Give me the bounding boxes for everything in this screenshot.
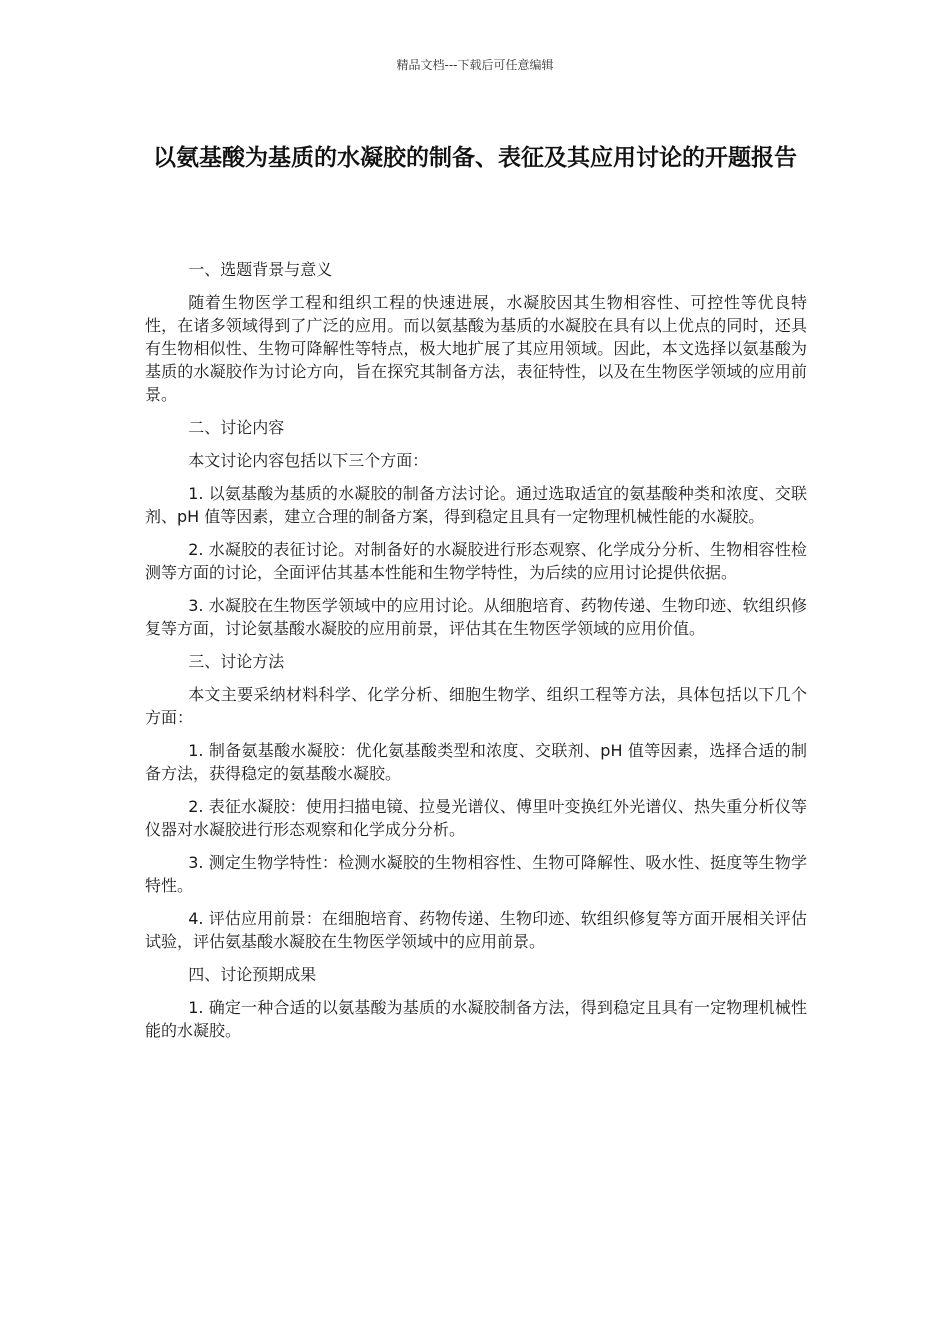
paragraph-content-item-3: 3. 水凝胶在生物医学领域中的应用讨论。从细胞培育、药物传递、生物印迹、软组织修复等方面，讨论氨基酸水凝胶的应用前景，评估其在生物医学领域的应用价值。 <box>145 596 807 638</box>
paragraph-outcomes-item-1: 1. 确定一种合适的以氨基酸为基质的水凝胶制备方法，得到稳定且具有一定物理机械性能的水凝胶。 <box>145 998 807 1040</box>
paragraph-background: 随着生物医学工程和组织工程的快速进展，水凝胶因其生物相容性、可控性等优良特性，在诸多领域得到了广泛的应用。而以氨基酸为基质的水凝胶在具有以上优点的同时，还具有生物相似性、生物可降解性等特点，极大地扩展了其应用领域。因此，本文选择以氨基酸为基质的水凝胶作为讨论方向，旨在探究其制备方法，表征特性，以及在生物医学领域的应用前景。 <box>145 293 807 404</box>
paragraph-methods-item-2: 2. 表征水凝胶：使用扫描电镜、拉曼光谱仪、傅里叶变换红外光谱仪、热失重分析仪等仪器对水凝胶进行形态观察和化学成分分析。 <box>145 797 807 839</box>
paragraph-content-item-1: 1. 以氨基酸为基质的水凝胶的制备方法讨论。通过选取适宜的氨基酸种类和浓度、交联剂、pH 值等因素，建立合理的制备方案，得到稳定且具有一定物理机械性能的水凝胶。 <box>145 484 807 526</box>
section-heading-methods: 三、讨论方法 <box>188 652 285 671</box>
paragraph-content-item-2: 2. 水凝胶的表征讨论。对制备好的水凝胶进行形态观察、化学成分分析、生物相容性检测等方面的讨论，全面评估其基本性能和生物学特性，为后续的应用讨论提供依据。 <box>145 540 807 582</box>
page-header-watermark: 精品文档---下载后可任意编辑 <box>396 58 554 72</box>
section-heading-outcomes: 四、讨论预期成果 <box>188 965 317 984</box>
paragraph-methods-intro: 本文主要采纳材料科学、化学分析、细胞生物学、组织工程等方法，具体包括以下几个方面： <box>145 685 807 727</box>
document-body <box>145 258 807 1052</box>
paragraph-methods-item-4: 4. 评估应用前景：在细胞培育、药物传递、生物印迹、软组织修复等方面开展相关评估试验，评估氨基酸水凝胶在生物医学领域中的应用前景。 <box>145 909 807 951</box>
paragraph-content-intro: 本文讨论内容包括以下三个方面： <box>188 451 429 470</box>
paragraph-methods-item-3: 3. 测定生物学特性：检测水凝胶的生物相容性、生物可降解性、吸水性、挺度等生物学特性。 <box>145 853 807 895</box>
paragraph-methods-item-1: 1. 制备氨基酸水凝胶：优化氨基酸类型和浓度、交联剂、pH 值等因素，选择合适的制备方法，获得稳定的氨基酸水凝胶。 <box>145 741 807 783</box>
document-title: 以氨基酸为基质的水凝胶的制备、表征及其应用讨论的开题报告 <box>153 145 797 171</box>
section-heading-content: 二、讨论内容 <box>188 418 285 437</box>
section-heading-background: 一、选题背景与意义 <box>188 260 333 279</box>
